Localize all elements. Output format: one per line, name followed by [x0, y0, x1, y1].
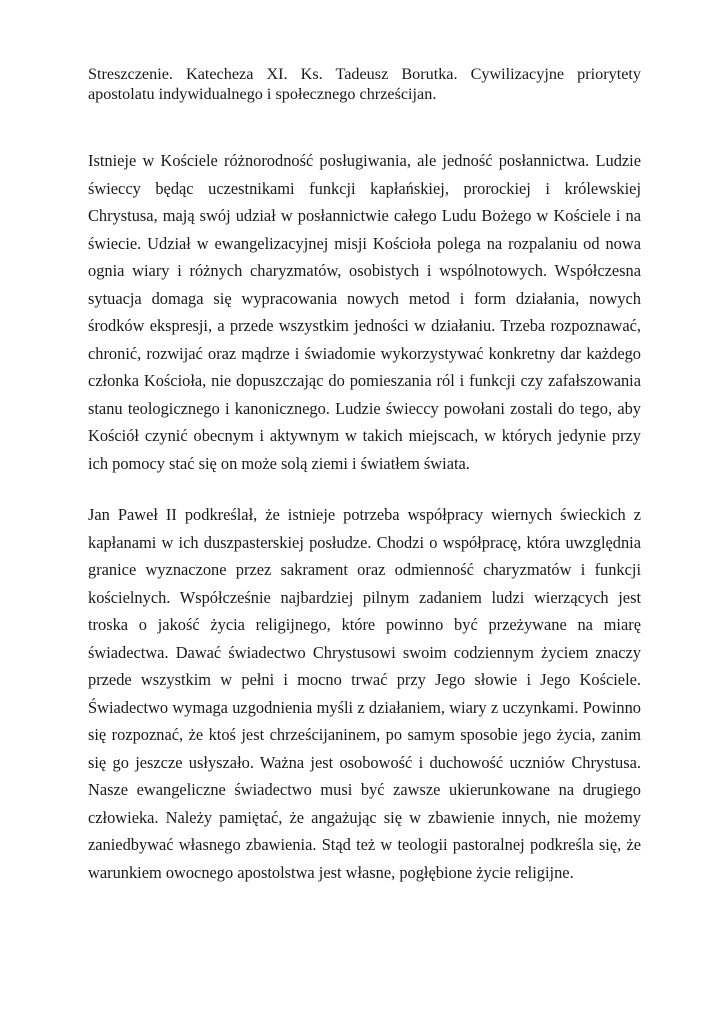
document-body — [88, 147, 641, 910]
paragraph-2: Jan Paweł II podkreślał, że istnieje potrzeba współpracy wiernych świeckich z kapłanami w ich duszpasterskiej posłudze. Chodzi o współpracę, która uwzględnia granice wyznaczone przez sakrament oraz odmienność charyzmatów i funkcji kościelnych. Współcześnie najbardziej pilnym zadaniem ludzi wierzących jest troska o jakość życia religijnego, które powinno być przeżywane na miarę świadectwa. Dawać świadectwo Chrystusowi swoim codziennym życiem znaczy przede wszystkim w pełni i mocno trwać przy Jego słowie i Jego Kościele. Świadectwo wymaga uzgodnienia myśli z działaniem, wiary z uczynkami. Powinno się rozpoznać, że ktoś jest chrześcijaninem, po samym sposobie jego życia, zanim się go jeszcze usłyszało. Ważna jest osobowość i duchowość uczniów Chrystusa. Nasze ewangeliczne świadectwo musi być zawsze ukierunkowane na drugiego człowieka. Należy pamiętać, że angażując się w zbawienie innych, nie możemy zaniedbywać własnego zbawienia. Stąd też w teologii pastoralnej podkreśla się, że warunkiem owocnego apostolstwa jest własne, pogłębione życie religijne. — [88, 505, 641, 882]
document-header: Streszczenie. Katecheza XI. Ks. Tadeusz Borutka. Cywilizacyjne priorytety apostolatu indywidualnego i społecznego chrześcijan. — [88, 65, 641, 103]
paragraph-1: Istnieje w Kościele różnorodność posługiwania, ale jedność posłannictwa. Ludzie świeccy będąc uczestnikami funkcji kapłańskiej, prorockiej i królewskiej Chrystusa, mają swój udział w posłannictwie całego Ludu Bożego w Kościele i na świecie. Udział w ewangelizacyjnej misji Kościoła polega na rozpalaniu od nowa ognia wiary i różnych charyzmatów, osobistych i wspólnotowych. Współczesna sytuacja domaga się wypracowania nowych metod i form działania, nowych środków ekspresji, a przede wszystkim jedności w działaniu. Trzeba rozpoznawać, chronić, rozwijać oraz mądrze i świadomie wykorzystywać konkretny dar każdego członka Kościoła, nie dopuszczając do pomieszania ról i funkcji czy zafałszowania stanu teologicznego i kanonicznego. Ludzie świeccy powołani zostali do tego, aby Kościół czynić obecnym i aktywnym w takich miejscach, w których jedynie przy ich pomocy stać się on może solą ziemi i światłem świata. — [88, 151, 641, 473]
